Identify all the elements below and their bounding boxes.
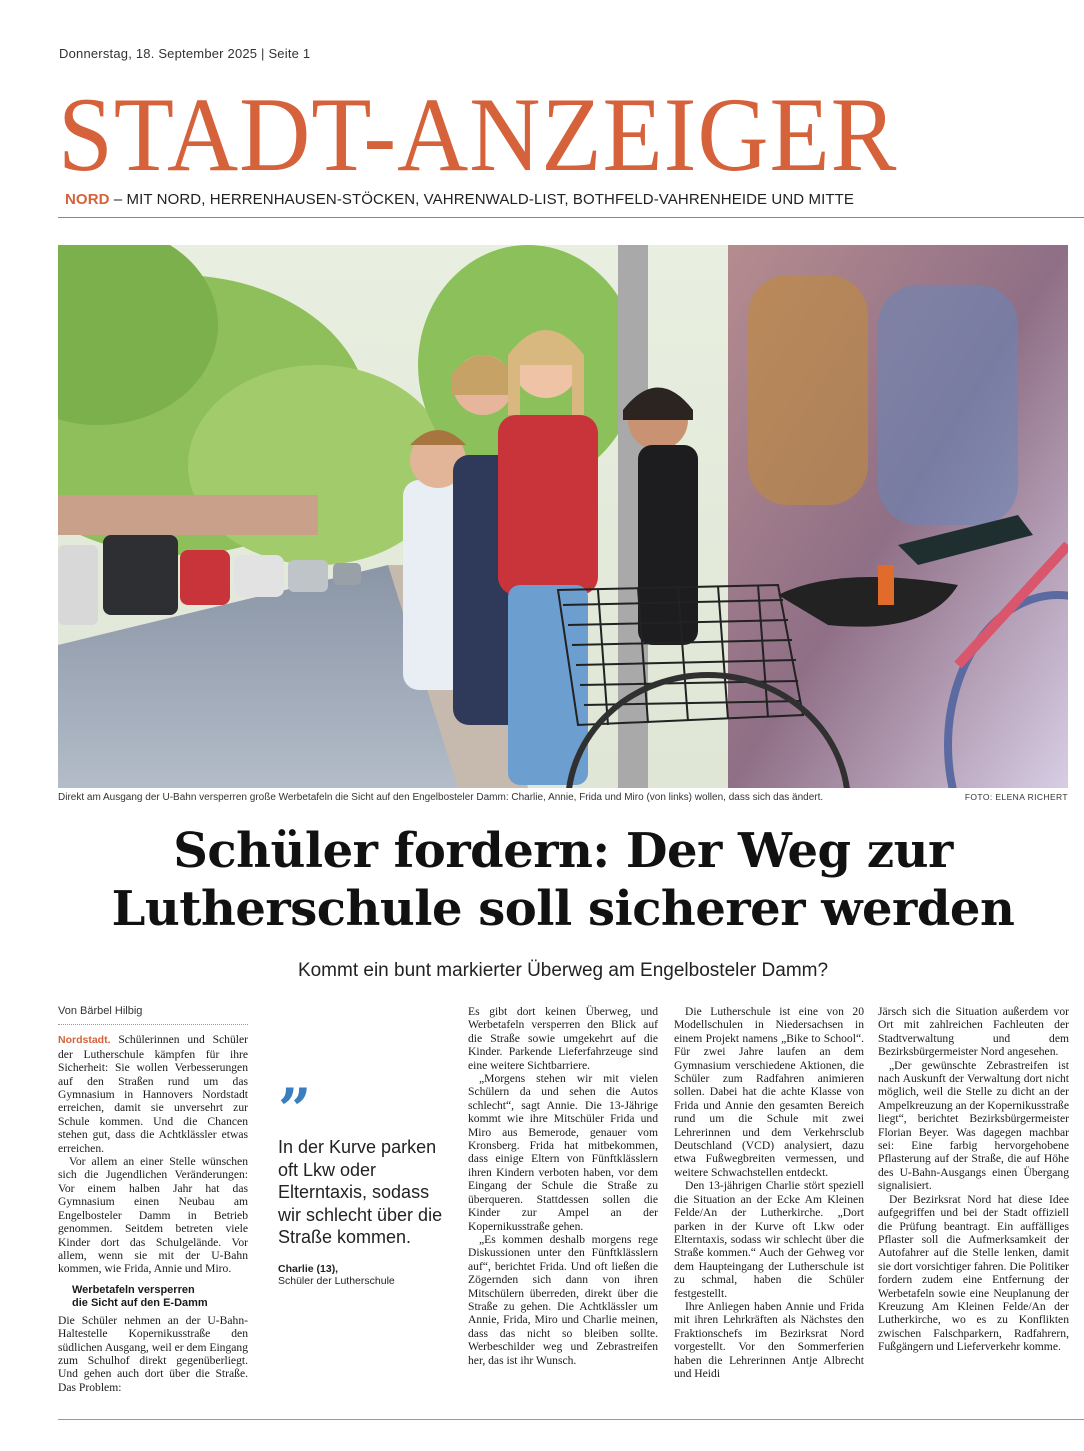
issue-dateline: Donnerstag, 18. September 2025 | Seite 1 [59,46,311,61]
photo-caption [58,792,1068,803]
paragraph: Der Bezirksrat Nord hat diese Idee aufgegriffen und bei der Stadt offiziell die Prüfung beantragt. Ein auffälliges Pflaster soll die Aufmerksamkeit der Autofahrer auf die Stelle lenken, damit sie dort vorsichtiger fahren. Die Politiker fordern zudem eine Entfernung der Werbetafeln sowie eine Neuplanung der Kreuzung Am Kleinen Felde/An der Lutherkirche, wo es zu Konflikten zwischen Falschparkern, Radfahrern, Fußgängern und Lieferverkehr komme. [878,1192,1069,1354]
article-column-3 [468,1005,658,1367]
article-column-4 [674,1005,864,1380]
paragraph: „Es kommen deshalb morgens rege Diskussionen unter den Fünftklässlern auf“, berichtet Frida. Und oft ließen die Zögernden sich dann von ihren Mitschülern überreden, direkt über die Straße zu gehen. Die Achtklässler um Annie, Frida, Miro und Charlie meinen, dass das nicht so bleiben sollte. Werbeschilder weg und Zebrastreifen her, das ist ihr Wunsch. [468,1232,658,1367]
paragraph: Den 13-jährigen Charlie stört speziell die Situation an der Ecke Am Kleinen Felde/An der Lutherkirche. „Dort parken in der Kurve oft Lkw oder Elterntaxis, sodass wir schlecht über die Straße kommen.“ Auch der Gehweg vor dem Haupteingang der Lutherschule ist zu schmal, haben die Schüler festgestellt. [674,1179,864,1300]
article-subhead [58,1284,248,1310]
lead-photo [58,245,1068,788]
masthead: STADT-ANZEIGER [58,76,898,193]
headline-line-1: Schüler fordern: Der Weg zur [173,823,953,879]
headline-line-2: Lutherschule soll sicherer werden [111,881,1015,937]
edition-subline [65,191,854,208]
paragraph: Die Schüler nehmen an der U-Bahn-Haltestelle Kopernikusstraße den südlichen Ausgang, weil er dem Eingang zum Schulhof direkt gegenüberliegt. Und gehen auch dort über die Straße. Das Problem: [58,1313,248,1394]
pull-quote [278,1076,448,1287]
article-byline: Von Bärbel Hilbig [58,1005,248,1025]
article-dek: Kommt ein bunt markierter Überweg am Engelbosteler Damm? [297,960,829,981]
article-location: Nordstadt. [58,1034,111,1047]
paragraph-text: Schülerinnen und Schüler der Lutherschule kämpfen für ihre Sicherheit: Sie wollen Verbesserungen auf den Straßen rund um das Gymnasium in Hannovers Nordstadt erreichen, damit sie unversehrt zur Schule kommen. Und die Chancen stehen gut, dass die Achtklässler etwas erreichen. [58,1033,248,1155]
footer-rule [58,1419,1084,1420]
paragraph: Ihre Anliegen haben Annie und Frida mit ihren Lehrkräften als Nächstes den Fraktionschefs im Bezirksrat Nord vorgestellt. Vor den Sommerferien haben die Lehrerinnen Antje Albrecht und Heidi [674,1299,864,1380]
header-rule [58,217,1084,218]
photo-caption-text: Direkt am Ausgang der U-Bahn versperren große Werbetafeln die Sicht auf den Engelbosteler Damm: Charlie, Annie, Frida und Miro (von links) wollen, dass sich das ändert. [58,792,824,803]
paragraph: „Morgens stehen wir mit vielen Schülern da und sehen die Autos schlecht“, sagt Annie. Die 13-Jährige kommt wie ihre Mitschüler Frida und Miro aus Bemerode, genauer vom Kronsberg. Frida hat mitbekommen, dass einige Eltern von Fünftklässlern ihren Kindern verboten haben, vor dem Eingang der Schule die Straße zu überqueren. Stattdessen sollen die Kinder zur Ampel an der Kopernikusstraße gehen. [468,1072,658,1233]
subhead-line-1: Werbetafeln versperren [72,1283,195,1296]
paragraph: Järsch sich die Situation außerdem vor Ort mit zahlreichen Fachleuten der Stadtverwaltung und dem Bezirksbürgermeister Nord angesehen. [878,1005,1069,1059]
paragraph: „Der gewünschte Zebrastreifen ist nach Auskunft der Verwaltung dort nicht möglich, weil die Stelle zu dicht an der Ampelkreuzung an der Kopernikusstraße liegt“, berichtet Bezirksbürgermeister Florian Beyer. Was dagegen machbar sei: Eine farbig hervorgehobene Pflasterung auf der Straße, die auf Höhe des U-Bahn-Ausgangs einen Übergang signalisiert. [878,1058,1069,1193]
pull-quote-role: Schüler der Lutherschule [278,1274,395,1287]
edition-districts: – MIT NORD, HERRENHAUSEN-STÖCKEN, VAHRENWALD-LIST, BOTHFELD-VAHRENHEIDE UND MITTE [109,191,854,208]
subhead-line-2: die Sicht auf den E-Damm [72,1296,208,1309]
paragraph: Die Lutherschule ist eine von 20 Modellschulen in Niedersachsen in einem Projekt namens „Bike to School“. Für zwei Jahre laufen an dem Gymnasium verschiedene Aktionen, die Schüler zum Radfahren animieren sollen. Dabei hat die achte Klasse von Frida und Annie den gesamten Bereich rund um die Schule mit zwei Lehrerinnen und dem Verkehrsclub Deutschland (VCD) analysiert, dazu etwa Fußwegbreiten vermessen, und weitere Schwachstellen entdeckt. [674,1005,864,1179]
paragraph [58,1033,248,1155]
edition-region: NORD [65,191,110,208]
article-column-5 [878,1005,1069,1354]
paragraph: Vor allem an einer Stelle wünschen sich die Jugendlichen Veränderungen: Vor einem halben Jahr hat das Gymnasium einen Neubau am Engelbosteler Damm in Betrieb genommen. Seitdem betreten viele Kinder dort das Schulgelände. Vor allem, wenn sie mit der U-Bahn kommen, wie Frida, Annie und Miro. [58,1155,248,1276]
article-headline [58,822,1068,938]
article-column-1 [58,1005,248,1394]
photo-credit: FOTO: ELENA RICHERT [964,792,1068,802]
lead-photo-illustration [58,245,1068,788]
pull-quote-speaker: Charlie (13), [278,1262,339,1275]
paragraph: Es gibt dort keinen Überweg, und Werbetafeln versperren den Blick auf die Straße sowie umgekehrt auf die Kinder. Parkende Lieferfahrzeuge sind eine weitere Sichtbarriere. [468,1005,658,1072]
quotation-mark-icon: ” [278,1076,312,1144]
pull-quote-text: In der Kurve parken oft Lkw oder Elterntaxis, sodass wir schlecht über die Straße kommen. [278,1137,443,1247]
